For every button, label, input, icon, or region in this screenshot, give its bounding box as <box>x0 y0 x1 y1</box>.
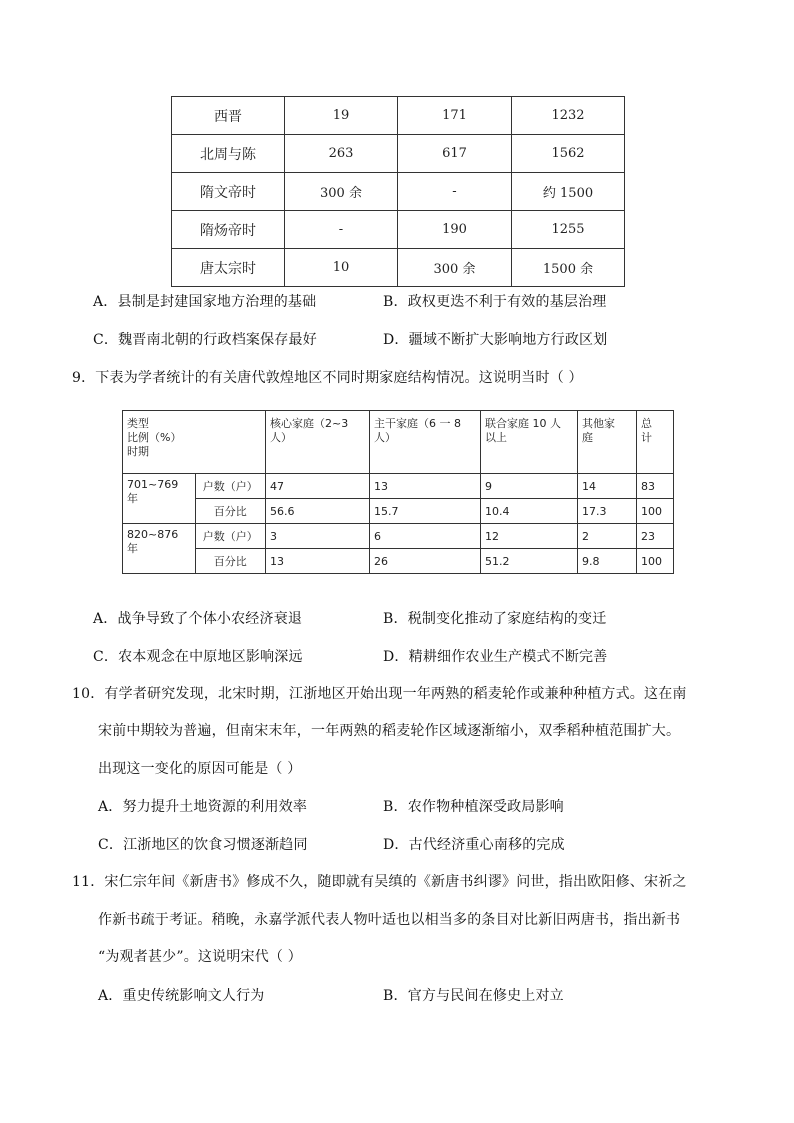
table-cell: 1562 <box>512 135 625 173</box>
table-cell: - <box>285 211 398 249</box>
q10-stem-line-1: 10．有学者研究发现，北宋时期，江浙地区开始出现一年两熟的稻麦轮作或兼种种植方式。这在南 <box>72 686 687 702</box>
q10-stem-line-2: 宋前中期较为普遍，但南宋末年，一年两熟的稻麦轮作区域逐渐缩小，双季稻种植范围扩大。 <box>98 723 681 739</box>
row-header-cell: 隋炀帝时 <box>172 211 285 249</box>
q11-stem-line-2: 作新书疏于考证。稍晚，永嘉学派代表人物叶适也以相当多的条目对比新旧两唐书，指出新书 <box>98 912 681 928</box>
row-header-cell: 隋文帝时 <box>172 173 285 211</box>
cell: 2 <box>578 524 637 549</box>
q8-option-d: D．疆域不断扩大影响地方行政区划 <box>383 332 608 348</box>
q10-option-a: A．努力提升土地资源的利用效率 <box>98 799 308 815</box>
cell: 100 <box>637 549 674 574</box>
period-cell: 820~876 年 <box>123 524 196 574</box>
table-cell: 171 <box>398 97 512 135</box>
cell: 9 <box>481 474 578 499</box>
header-joint-family: 联合家庭 10 人 以上 <box>481 411 578 474</box>
cell: 47 <box>266 474 370 499</box>
table-cell: 19 <box>285 97 398 135</box>
header-total: 总 计 <box>637 411 674 474</box>
q11-option-b: B．官方与民间在修史上对立 <box>383 988 564 1004</box>
corner-line-period: 时期 <box>127 445 149 458</box>
cell: 13 <box>370 474 481 499</box>
q9-option-d: D．精耕细作农业生产模式不断完善 <box>383 649 608 665</box>
table-row <box>172 211 625 249</box>
table-family-structure <box>122 410 674 574</box>
table-cell: 10 <box>285 249 398 287</box>
table-row <box>172 173 625 211</box>
q11-stem-line-3: “为观者甚少”。这说明宋代（ ） <box>98 949 302 965</box>
q10-option-d: D．古代经济重心南移的完成 <box>383 837 565 853</box>
table-cell: 300 余 <box>285 173 398 211</box>
q9-option-c: C．农本观念在中原地区影响深远 <box>93 649 303 665</box>
table-cell: 300 余 <box>398 249 512 287</box>
q8-option-c: C．魏晋南北朝的行政档案保存最好 <box>93 332 317 348</box>
q9-stem: 9．下表为学者统计的有关唐代敦煌地区不同时期家庭结构情况。这说明当时（ ） <box>72 370 583 386</box>
cell: 56.6 <box>266 499 370 524</box>
cell: 17.3 <box>578 499 637 524</box>
row-header-cell: 唐太宗时 <box>172 249 285 287</box>
q10-stem-line-3: 出现这一变化的原因可能是（ ） <box>98 761 302 777</box>
corner-line-ratio: 比例（%） <box>127 431 182 444</box>
row-header-cell: 北周与陈 <box>172 135 285 173</box>
cell: 12 <box>481 524 578 549</box>
q9-option-b: B．税制变化推动了家庭结构的变迁 <box>383 611 607 627</box>
table-row <box>172 249 625 287</box>
row-label: 百分比 <box>195 549 265 574</box>
period-cell: 701~769 年 <box>123 474 196 524</box>
table-cell: 190 <box>398 211 512 249</box>
table-row <box>172 135 625 173</box>
cell: 83 <box>637 474 674 499</box>
table-cell: 617 <box>398 135 512 173</box>
q9-option-a: A．战争导致了个体小农经济衰退 <box>93 611 303 627</box>
q11-stem-line-1: 11．宋仁宗年间《新唐书》修成不久，随即就有吴缜的《新唐书纠谬》问世，指出欧阳修、宋祈之 <box>72 874 687 890</box>
q10-option-b: B．农作物种植深受政局影响 <box>383 799 564 815</box>
cell: 13 <box>266 549 370 574</box>
q11-option-a: A．重史传统影响文人行为 <box>98 988 265 1004</box>
cell: 14 <box>578 474 637 499</box>
cell: 51.2 <box>481 549 578 574</box>
table-row <box>172 97 625 135</box>
cell: 26 <box>370 549 481 574</box>
cell: 6 <box>370 524 481 549</box>
table-cell: 1232 <box>512 97 625 135</box>
corner-line-type: 类型 <box>127 417 149 430</box>
header-core-family: 核心家庭（2~3 人） <box>266 411 370 474</box>
cell: 10.4 <box>481 499 578 524</box>
q10-option-c: C．江浙地区的饮食习惯逐渐趋同 <box>98 837 308 853</box>
table-cell: 1255 <box>512 211 625 249</box>
q8-option-a: A．县制是封建国家地方治理的基础 <box>93 294 317 310</box>
table-cell: - <box>398 173 512 211</box>
table-dynasty-counts <box>171 96 625 287</box>
cell: 100 <box>637 499 674 524</box>
q8-option-b: B．政权更迭不利于有效的基层治理 <box>383 294 607 310</box>
cell: 3 <box>266 524 370 549</box>
row-header-cell: 西晋 <box>172 97 285 135</box>
header-other-family: 其他家 庭 <box>578 411 637 474</box>
row-label: 户数（户） <box>195 524 265 549</box>
cell: 9.8 <box>578 549 637 574</box>
table-cell: 约 1500 <box>512 173 625 211</box>
cell: 15.7 <box>370 499 481 524</box>
row-label: 百分比 <box>195 499 265 524</box>
cell: 23 <box>637 524 674 549</box>
header-stem-family: 主干家庭（6 一 8 人） <box>370 411 481 474</box>
row-label: 户数（户） <box>195 474 265 499</box>
table-cell: 1500 余 <box>512 249 625 287</box>
table-corner-header <box>123 411 266 474</box>
table-cell: 263 <box>285 135 398 173</box>
